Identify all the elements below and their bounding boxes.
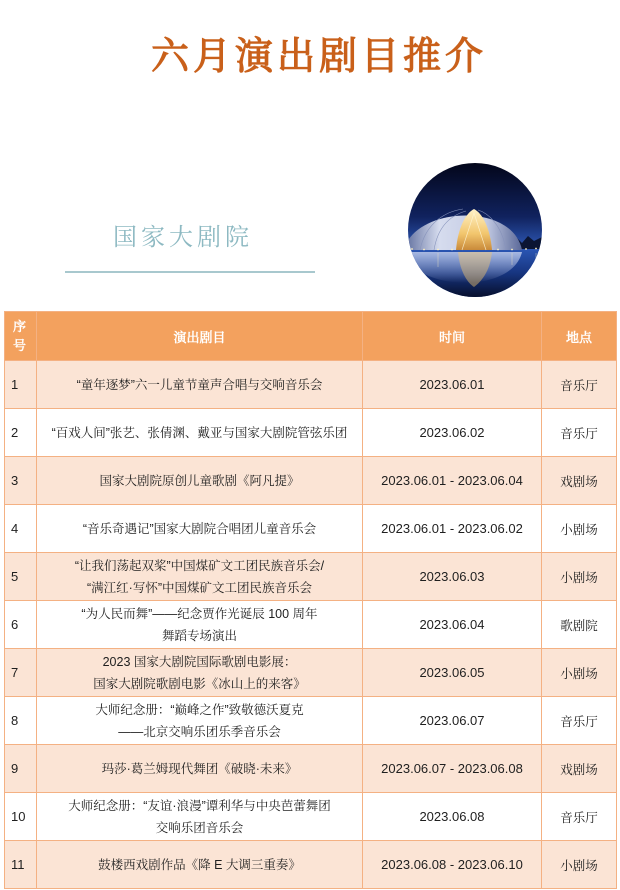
row-program — [37, 409, 363, 457]
program-line: 玛莎·葛兰姆现代舞团《破晓·未来》 — [101, 761, 298, 776]
program-line: “童年逐梦”六一儿童节童声合唱与交响音乐会 — [76, 377, 323, 392]
program-line: ——北京交响乐团乐季音乐会 — [118, 724, 281, 739]
row-place: 音乐厅 — [542, 697, 617, 745]
header-index — [5, 312, 37, 361]
program-table — [4, 311, 617, 889]
row-time: 2023.06.07 — [363, 697, 542, 745]
grand-theatre-night-photo — [408, 163, 542, 297]
table-row — [5, 601, 617, 649]
table-row — [5, 697, 617, 745]
header-index-label: 序号 — [13, 319, 27, 353]
program-line: 交响乐团音乐会 — [155, 820, 244, 835]
row-index: 11 — [5, 841, 37, 889]
row-time: 2023.06.08 - 2023.06.10 — [363, 841, 542, 889]
row-place: 音乐厅 — [542, 361, 617, 409]
page-title: 六月演出剧目推介 — [150, 36, 487, 78]
row-program — [37, 697, 363, 745]
header-place: 地点 — [542, 312, 617, 361]
table-row — [5, 793, 617, 841]
program-line: 鼓楼西戏剧作品《降 E 大调三重奏》 — [98, 857, 301, 872]
row-place: 歌剧院 — [542, 601, 617, 649]
program-line: 国家大剧院原创儿童歌剧《阿凡提》 — [99, 473, 300, 488]
row-index: 8 — [5, 697, 37, 745]
venue-name: 国家大剧院 — [113, 225, 253, 251]
row-place: 戏剧场 — [542, 457, 617, 505]
row-program — [37, 841, 363, 889]
row-time: 2023.06.01 - 2023.06.02 — [363, 505, 542, 553]
row-index: 5 — [5, 553, 37, 601]
row-place: 小剧场 — [542, 505, 617, 553]
program-line: 大师纪念册：“巅峰之作”致敬德沃夏克 — [95, 702, 304, 717]
row-time: 2023.06.01 — [363, 361, 542, 409]
table-row — [5, 409, 617, 457]
row-time: 2023.06.03 — [363, 553, 542, 601]
table-header-row — [5, 312, 617, 361]
program-line: “让我们荡起双桨”中国煤矿文工团民族音乐会/ — [74, 558, 325, 573]
row-index: 2 — [5, 409, 37, 457]
table-row — [5, 841, 617, 889]
row-place: 小剧场 — [542, 841, 617, 889]
row-program — [37, 457, 363, 505]
table-row — [5, 649, 617, 697]
row-time: 2023.06.02 — [363, 409, 542, 457]
header-program: 演出剧目 — [37, 312, 363, 361]
program-line: “满江红·写怀”中国煤矿文工团民族音乐会 — [87, 580, 312, 595]
row-time: 2023.06.05 — [363, 649, 542, 697]
row-place: 音乐厅 — [542, 409, 617, 457]
row-program — [37, 745, 363, 793]
program-line: “百戏人间”张艺、张倩渊、戴亚与国家大剧院管弦乐团 — [51, 425, 348, 440]
table-row — [5, 505, 617, 553]
row-place: 小剧场 — [542, 649, 617, 697]
row-index: 6 — [5, 601, 37, 649]
row-time: 2023.06.08 — [363, 793, 542, 841]
row-index: 1 — [5, 361, 37, 409]
table-row — [5, 553, 617, 601]
row-program — [37, 553, 363, 601]
row-index: 4 — [5, 505, 37, 553]
row-index: 9 — [5, 745, 37, 793]
program-line: 舞蹈专场演出 — [161, 628, 237, 643]
row-time: 2023.06.07 - 2023.06.08 — [363, 745, 542, 793]
row-program — [37, 649, 363, 697]
row-index: 3 — [5, 457, 37, 505]
program-line: 国家大剧院歌剧电影《冰山上的来客》 — [93, 676, 306, 691]
row-time: 2023.06.04 — [363, 601, 542, 649]
row-program — [37, 601, 363, 649]
program-line: 2023 国家大剧院国际歌剧电影展： — [102, 654, 297, 669]
row-program — [37, 793, 363, 841]
program-line: “为人民而舞”——纪念贾作光诞辰 100 周年 — [81, 606, 318, 621]
header-time: 时间 — [363, 312, 542, 361]
table-row — [5, 361, 617, 409]
table-row — [5, 457, 617, 505]
row-index: 7 — [5, 649, 37, 697]
row-time: 2023.06.01 - 2023.06.04 — [363, 457, 542, 505]
row-program — [37, 505, 363, 553]
row-place: 小剧场 — [542, 553, 617, 601]
row-index: 10 — [5, 793, 37, 841]
table-row — [5, 745, 617, 793]
program-line: 大师纪念册：“友谊·浪漫”谭利华与中央芭蕾舞团 — [68, 798, 331, 813]
row-place: 音乐厅 — [542, 793, 617, 841]
program-line: “音乐奇遇记”国家大剧院合唱团儿童音乐会 — [82, 521, 317, 536]
row-program — [37, 361, 363, 409]
row-place: 戏剧场 — [542, 745, 617, 793]
venue-underline-divider — [65, 271, 315, 273]
